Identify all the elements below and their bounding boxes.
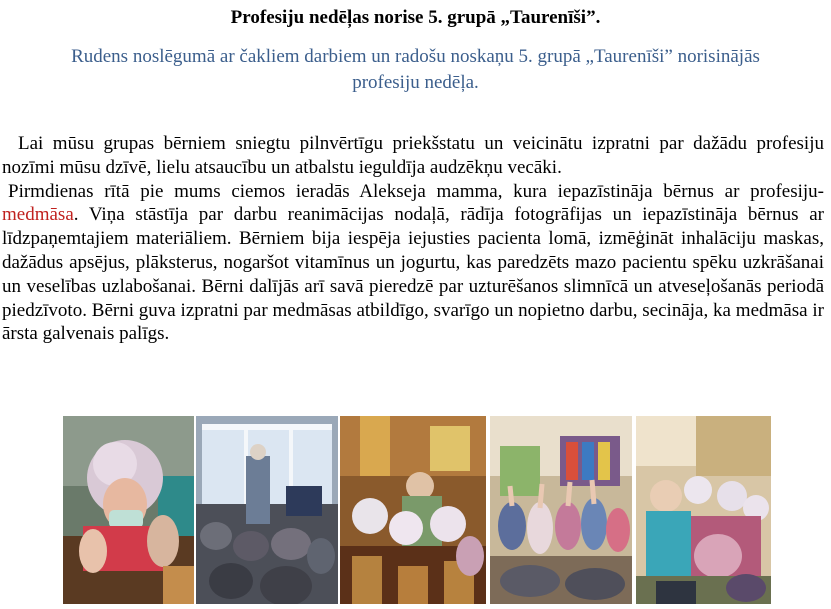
photo-nurse-presentation xyxy=(196,416,338,604)
paragraph-2-rest: . Viņa stāstīja par darbu reanimācijas nodaļā, rādīja fotogrāfijas un iepazīstināja bērnus ar līdzpaņemtajiem materiāliem. Bērniem bija iespēja iejusties pacienta lomā, izmēģināt inhalāciju maskas, dažādus apsējus, plāksterus, nogaršot vitamīnus un jogurtu, kas paredzēts mazo pacientu spēku uzkrāšanai un veselības uzlabošanai. Bērni dalījās arī savā pieredzē par uzturēšanos slimnīcā un atveseļošanās periodā piedzīvoto. Bērni guva izpratni par medmāsas atbildīgo, svarīgo un nopietno darbu, secināja, ka medmāsa ir ārsta galvenais palīgs. xyxy=(2,204,824,345)
photo-children-raising-hands xyxy=(490,416,632,604)
paragraph-1: Lai mūsu grupas bērniem sniegtu pilnvērtīgu priekšstatu un veicinātu izpratni par dažādu profesiju nozīmi mūsu dzīvē, lielu atsaucību un atbalstu ieguldīja audzēkņu vecāki. xyxy=(2,133,824,178)
article-body xyxy=(2,132,824,346)
photo-child-with-mask xyxy=(63,416,194,604)
photo-group-activity xyxy=(636,416,771,604)
photo-strip xyxy=(63,416,771,604)
paragraph-2-intro: Pirmdienas rītā pie mums ciemos ieradās Alekseja mamma, kura iepazīstināja bērnus ar profesiju- xyxy=(8,180,824,202)
page-subtitle: Rudens noslēgumā ar čakliem darbiem un radošu noskaņu 5. grupā „Taurenīši” norisinājās profesiju nedēļa. xyxy=(71,46,760,93)
profession-highlight: medmāsa xyxy=(2,204,74,226)
paragraph-2 xyxy=(2,180,824,347)
photo-children-with-caps xyxy=(340,416,486,604)
page-title: Profesiju nedēļas norise 5. grupā „Taurenīši”. xyxy=(230,7,601,28)
